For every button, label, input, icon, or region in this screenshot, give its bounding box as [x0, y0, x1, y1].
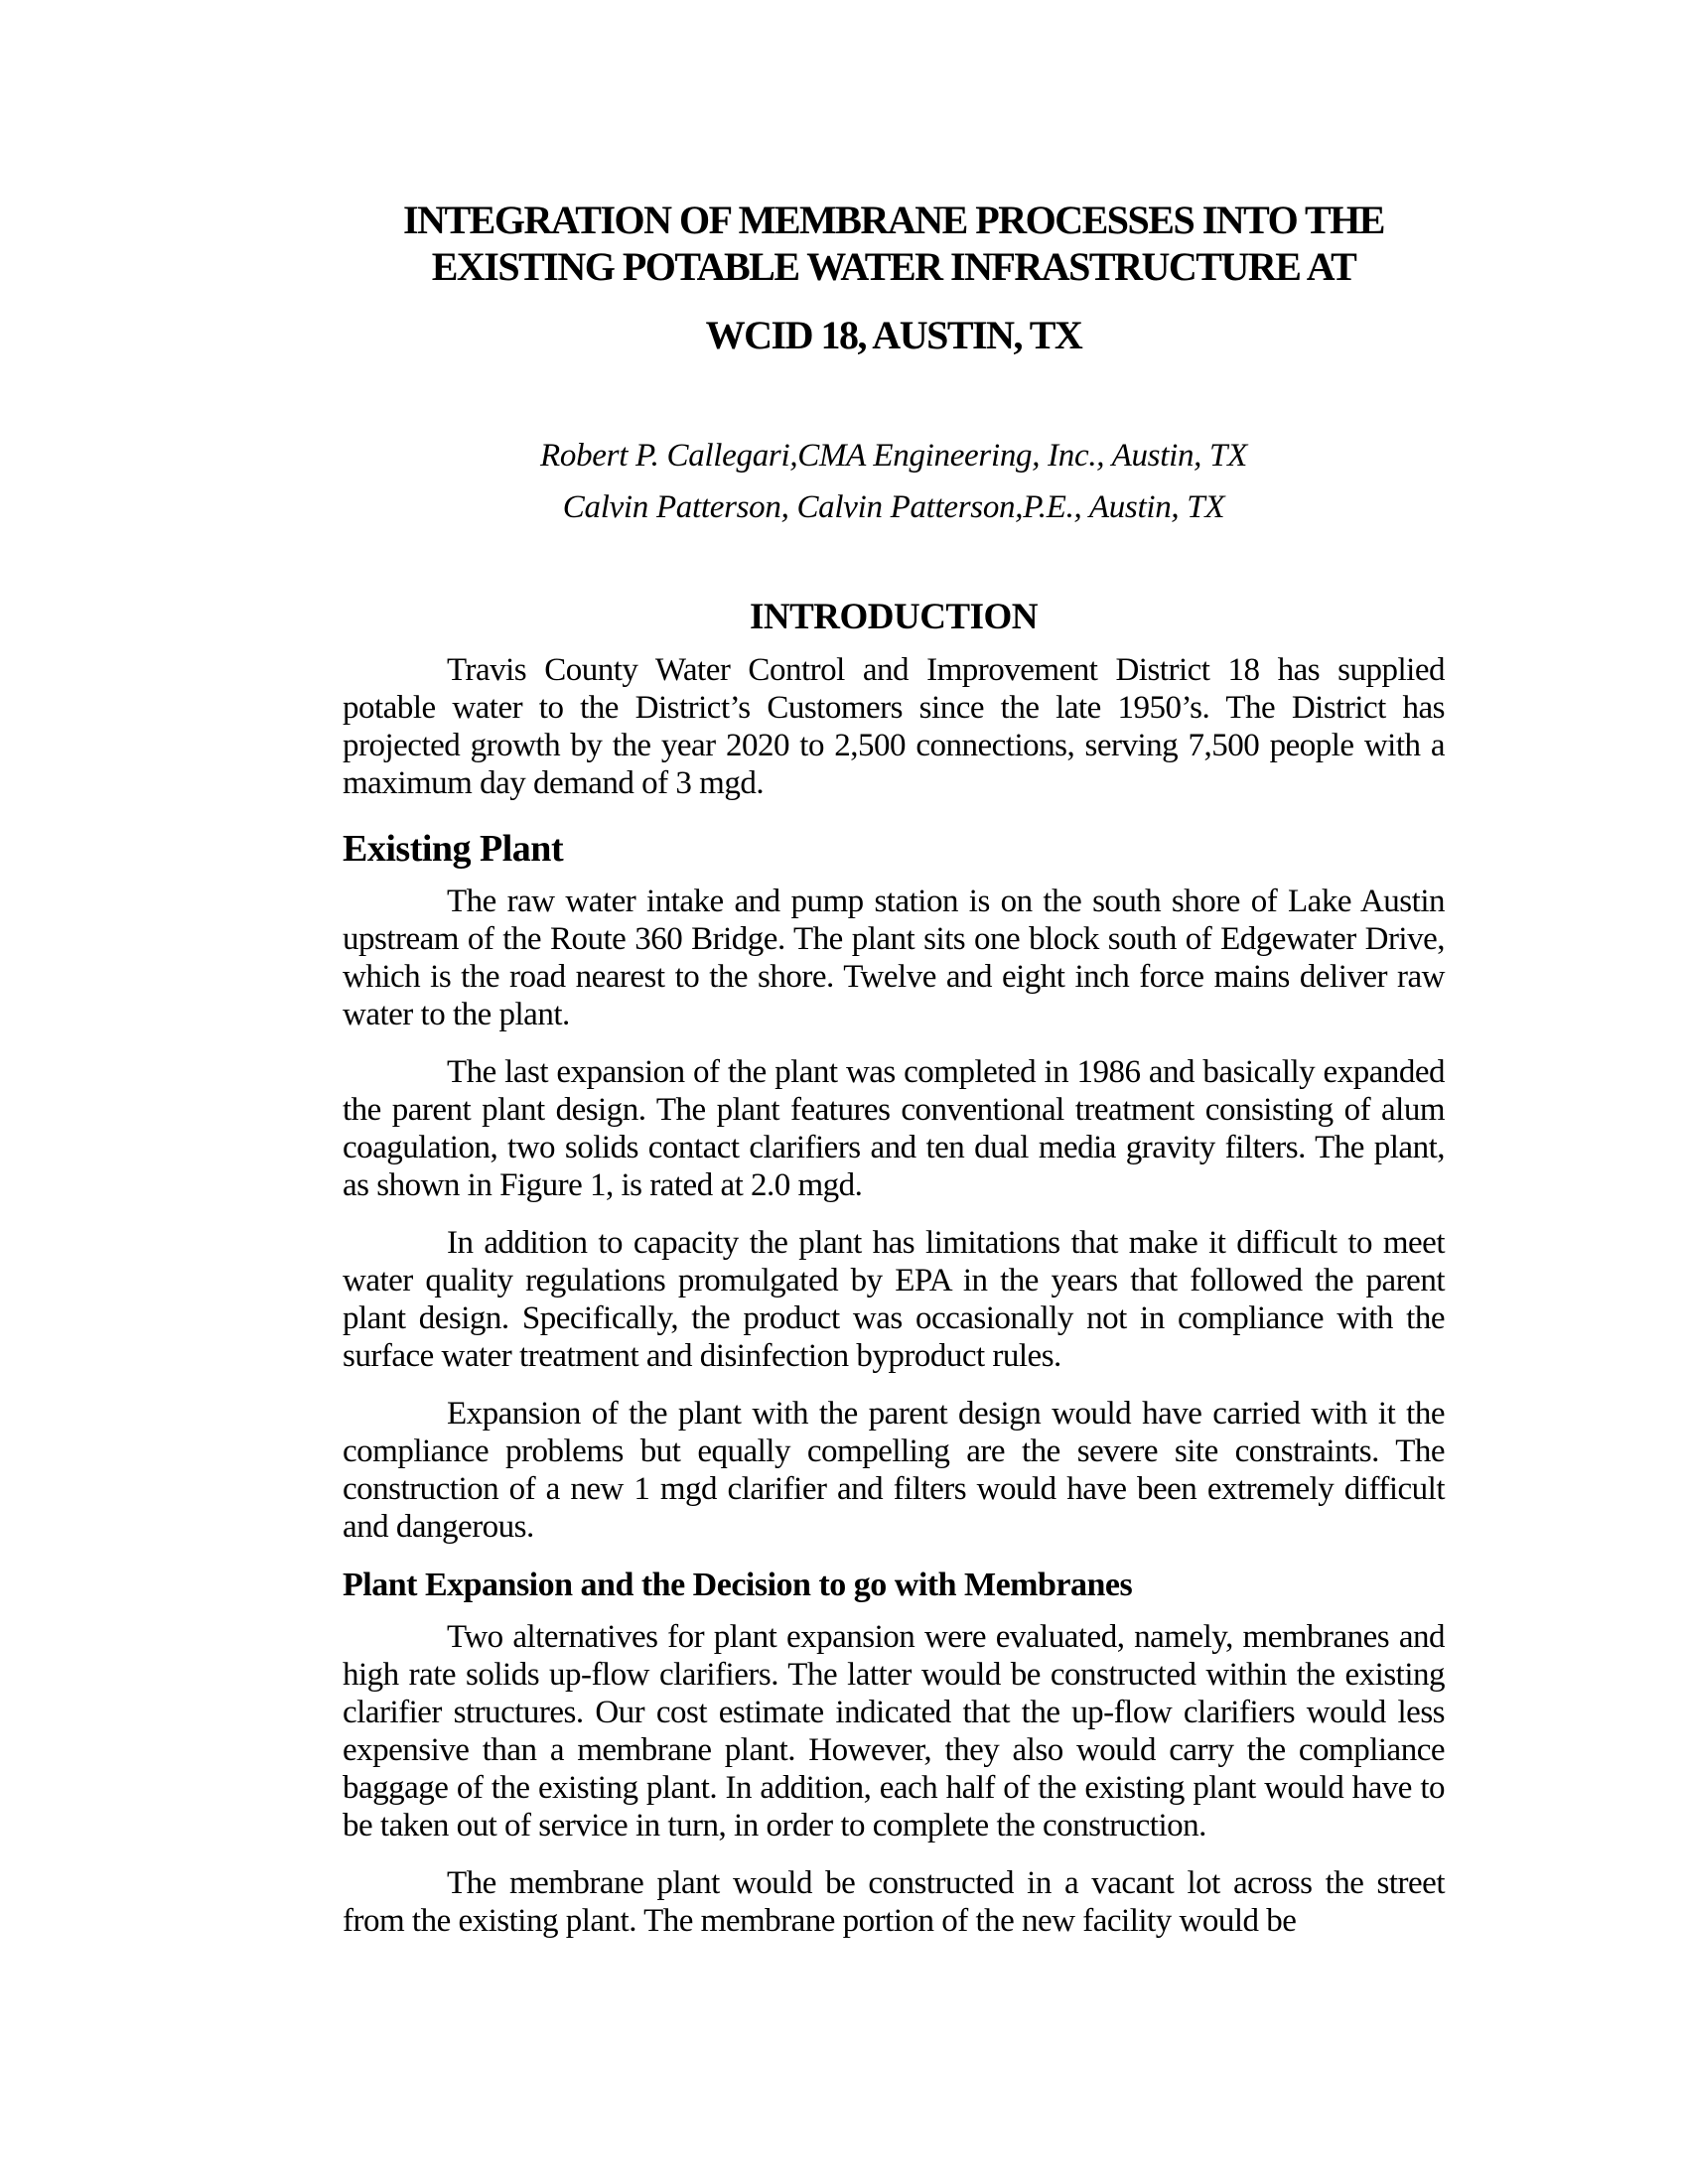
- paragraph-existing-plant-3: In addition to capacity the plant has limitations that make it difficult to meet water quality regulations promulgated by EPA in the years that followed the parent plant design. Specifically, the product was occasionally not in compliance with the surface water treatment and disinfection byproduct rules.: [343, 1225, 1445, 1374]
- paragraph-plant-expansion-2: The membrane plant would be constructed in a vacant lot across the street from the existing plant. The membrane portion of the new facility would be: [343, 1865, 1445, 1939]
- section-heading-existing-plant: Existing Plant: [343, 828, 564, 870]
- subsection-heading-plant-expansion: Plant Expansion and the Decision to go with Membranes: [343, 1567, 1133, 1603]
- author-line-2: Calvin Patterson, Calvin Patterson,P.E., Austin, TX: [562, 489, 1225, 525]
- text-column: [343, 197, 1445, 1940]
- author-line-1: Robert P. Callegari,CMA Engineering, Inc., Austin, TX: [540, 438, 1247, 474]
- document-title-line-3: WCID 18, AUSTIN, TX: [705, 313, 1082, 357]
- document-title-line-2: EXISTING POTABLE WATER INFRASTRUCTURE AT: [431, 244, 1356, 289]
- section-heading-introduction: INTRODUCTION: [749, 597, 1039, 637]
- document-title-line-1: INTEGRATION OF MEMBRANE PROCESSES INTO THE: [403, 198, 1384, 242]
- paragraph-existing-plant-1: The raw water intake and pump station is on the south shore of Lake Austin upstream of the Route 360 Bridge. The plant sits one block south of Edgewater Drive, which is the road nearest to the shore. Twelve and eight inch force mains deliver raw water to the plant.: [343, 884, 1445, 1032]
- paragraph-plant-expansion-1: Two alternatives for plant expansion were evaluated, namely, membranes and high rate solids up-flow clarifiers. The latter would be constructed within the existing clarifier structures. Our cost estimate indicated that the up-flow clarifiers would less expensive than a membrane plant. However, they also would carry the compliance baggage of the existing plant. In addition, each half of the existing plant would have to be taken out of service in turn, in order to complete the construction.: [343, 1619, 1445, 1843]
- paragraph-existing-plant-2: The last expansion of the plant was completed in 1986 and basically expanded the parent plant design. The plant features conventional treatment consisting of alum coagulation, two solids contact clarifiers and ten dual media gravity filters. The plant, as shown in Figure 1, is rated at 2.0 mgd.: [343, 1054, 1445, 1203]
- paragraph-existing-plant-4: Expansion of the plant with the parent design would have carried with it the compliance problems but equally compelling are the severe site constraints. The construction of a new 1 mgd clarifier and filters would have been extremely difficult and dangerous.: [343, 1396, 1445, 1545]
- paragraph-intro-1: Travis County Water Control and Improvement District 18 has supplied potable water to the District’s Customers since the late 1950’s. The District has projected growth by the year 2020 to 2,500 connections, serving 7,500 people with a maximum day demand of 3 mgd.: [343, 652, 1445, 801]
